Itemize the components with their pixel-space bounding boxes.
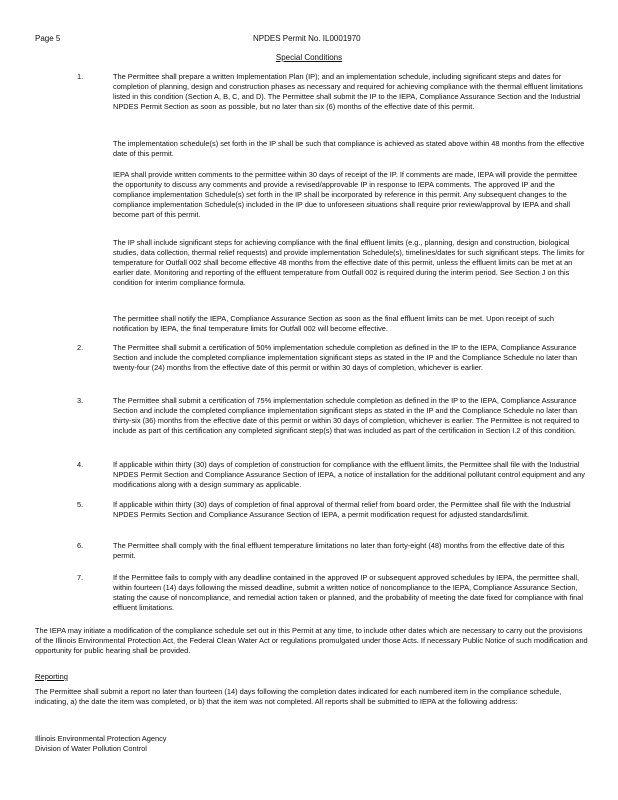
- item-6-paragraph: The Permittee shall comply with the final effluent temperature limitations no later than forty-eight (48) months from the effective date of this permit.: [113, 541, 565, 560]
- item-5-paragraph: If applicable within thirty (30) days of completion of final approval of thermal relief from board order, the Permittee shall file with the Industrial NPDES Permits Section and Compliance Assurance Section of IEPA, a permit modification request for adjusted standards/limit.: [113, 500, 571, 519]
- item-number: 1.: [77, 72, 84, 81]
- modification-paragraph: The IEPA may initiate a modification of the compliance schedule set out in this Permit at any time, to include other dates which are necessary to carry out the provisions of the Illinois Environmental Protection Act, the Federal Clean Water Act or regulations promulgated under those Acts. If necessary Public Notice of such modification and opportunity for public hearing shall be provided.: [35, 626, 588, 655]
- item-3-paragraph: The Permittee shall submit a certification of 75% implementation schedule completion as defined in the IP to the IEPA, Compliance Assurance Section and include the completed compliance implementation significant steps as stated in the IP and the Compliance Schedule no later than thirty-six (36) months from the effective date of this permit or within 30 days of completion, whichever is earlier. The Permittee is not required to include as part of this certification any completed significant step(s) that was included as part of the certification in Section I.2 of this condition.: [113, 396, 580, 435]
- page-number: Page 5: [35, 34, 61, 43]
- item-number: 3.: [77, 396, 84, 405]
- reporting-paragraph: The Permittee shall submit a report no later than fourteen (14) days following the completion dates indicated for each numbered item in the compliance schedule, indicating, a) the date the item was completed, or b) that the item was not completed. All reports shall be submitted to IEPA at the following address:: [35, 687, 562, 706]
- item-1-paragraph-3: IEPA shall provide written comments to the permittee within 30 days of receipt of the IP. If comments are made, IEPA will provide the permittee the opportunity to discuss any comments and provide a revised/approvable IP in response to IEPA comments. The approved IP and the compliance implementation Schedule(s) set forth in the IP shall be incorporated by reference in this permit. Any subsequent changes to the compliance implementation Schedule(s) included in the IP due to unforeseen situations shall require prior review/approval by IEPA and shall become part of this permit.: [113, 170, 578, 219]
- item-number: 7.: [77, 573, 84, 582]
- item-number: 4.: [77, 460, 84, 469]
- item-1-paragraph-1: The Permittee shall prepare a written Implementation Plan (IP); and an implementation schedule, including significant steps and dates for completion of planning, design and construction phases as necessary and required for achieving compliance with the thermal effluent limitations listed in this condition (Section A, B, C, and D). The Permittee shall submit the IP to the IEPA, Compliance Assurance Section and the Industrial NPDES Permit Section as soon as possible, but no later than six (6) months of the effective date of this permit.: [113, 72, 583, 111]
- item-2-paragraph: The Permittee shall submit a certification of 50% implementation schedule completion as defined in the IP to the IEPA, Compliance Assurance Section and include the completed compliance implementation significant steps as stated in the IP and the Compliance Schedule no later than twenty-four (24) months from the effective date of this permit or within 30 days of completion, whichever is earlier.: [113, 343, 578, 372]
- item-1-paragraph-2: The implementation schedule(s) set forth in the IP shall be such that compliance is achieved as stated above within 48 months from the effective date of this permit.: [113, 139, 585, 158]
- address-line-2: Division of Water Pollution Control: [35, 744, 147, 753]
- item-number: 5.: [77, 500, 84, 509]
- item-7-paragraph: If the Permittee fails to comply with any deadline contained in the approved IP or subsequent approved schedules by IEPA, the permittee shall, within fourteen (14) days following the missed deadline, submit a written notice of noncompliance to the IEPA, Compliance Assurance Section, stating the cause of noncompliance, and remedial action taken or planned, and the probability of meeting the date fixed for compliance with final effluent limitations.: [113, 573, 584, 612]
- item-4-paragraph: If applicable within thirty (30) days of completion of construction for compliance with the effluent limits, the Permittee shall file with the Industrial NPDES Permit Section and Compliance Assurance Section of IEPA, a notice of installation for the additional pollutant control equipment and any modifications along with a design summary as applicable.: [113, 460, 585, 489]
- item-1-paragraph-4: The IP shall include significant steps for achieving compliance with the final effluent limits (e.g., planning, design and construction, biological studies, data collection, thermal relief requests) and provide implementation Schedule(s), timelines/dates for such significant steps. The limits for temperature for Outfall 002 shall become effective 48 months from the effective date of this permit, unless the effluent limits can be met at an earlier date. Monitoring and reporting of the effluent temperature from Outfall 002 is required during the interim period. See Section J on this condition for interim compliance formula.: [113, 238, 585, 287]
- item-number: 2.: [77, 343, 84, 352]
- section-title: Special Conditions: [275, 53, 343, 62]
- item-1-paragraph-5: The permittee shall notify the IEPA, Compliance Assurance Section as soon as the final effluent limits can be met. Upon receipt of such notification by IEPA, the final temperature limits for Outfall 002 will become effective.: [113, 314, 554, 333]
- reporting-heading: Reporting: [35, 672, 68, 681]
- permit-number-header: NPDES Permit No. IL0001970: [253, 34, 361, 43]
- address-line-1: Illinois Environmental Protection Agency: [35, 734, 167, 743]
- item-number: 6.: [77, 541, 84, 550]
